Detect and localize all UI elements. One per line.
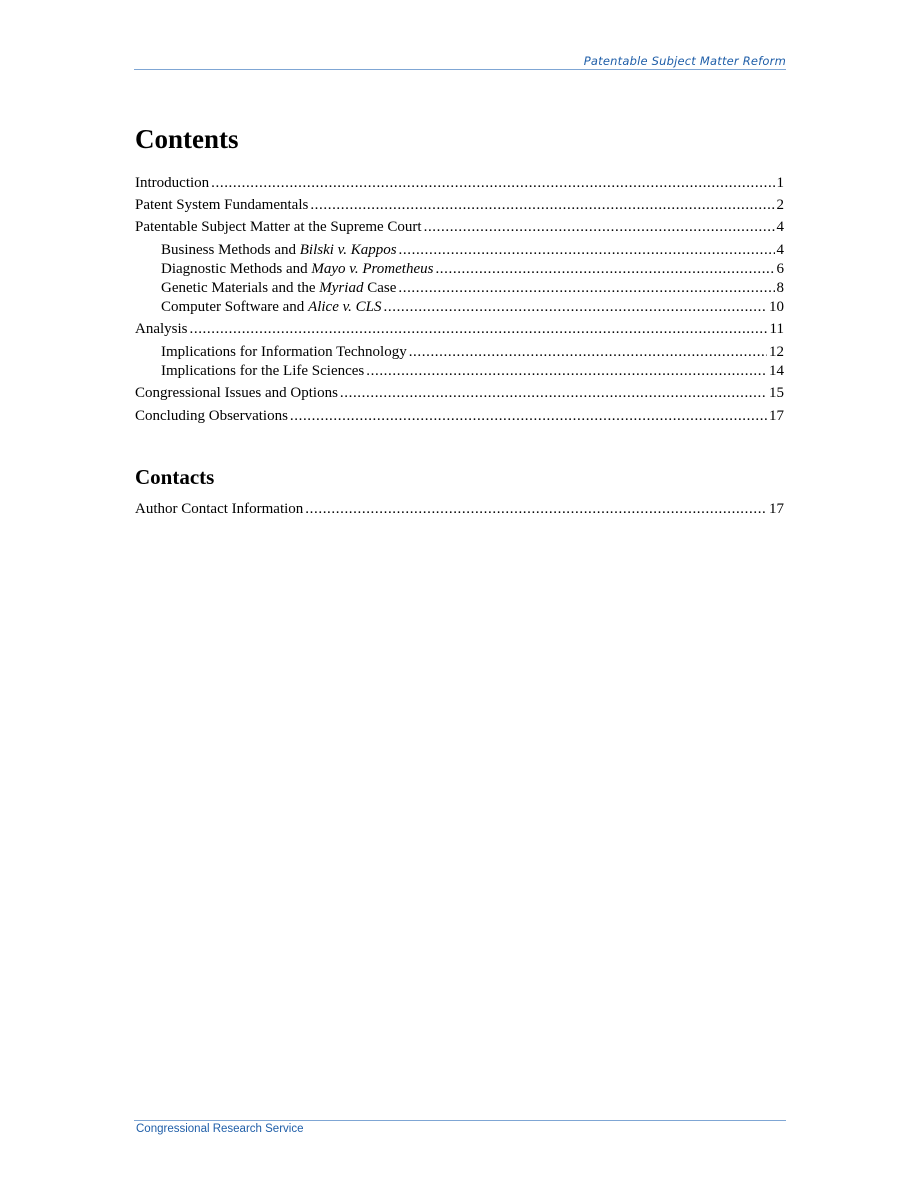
dot-leader: [290, 407, 767, 425]
toc-entry[interactable]: [161, 298, 784, 316]
toc-entry[interactable]: [135, 218, 784, 236]
toc-entry-title: [135, 174, 209, 192]
toc-page-number: 17: [769, 501, 784, 517]
toc-entry-title: [135, 196, 308, 214]
toc-entry[interactable]: [161, 343, 784, 361]
toc-entry[interactable]: [161, 362, 784, 380]
toc-title-text: Patent System Fundamentals: [135, 197, 309, 213]
contacts-heading: Contacts: [135, 465, 215, 489]
toc-title-text: Concluding Observations: [135, 408, 288, 424]
toc-page-number: 6: [776, 261, 784, 277]
toc-page-number: 4: [776, 242, 784, 258]
toc-entry[interactable]: [161, 260, 784, 278]
dot-leader: [366, 362, 767, 380]
toc-title-text: Patentable Subject Matter at the Supreme Court: [135, 219, 422, 235]
toc-title-case-name: Mayo v. Prometheus: [311, 261, 434, 277]
toc-title-text: Diagnostic Methods and: [161, 261, 312, 277]
toc-entry[interactable]: [135, 174, 784, 192]
dot-leader: [384, 298, 767, 316]
toc-title-text: Computer Software and: [161, 299, 309, 315]
toc-page-number: 14: [769, 363, 784, 379]
toc-title-case-name: Myriad: [319, 280, 364, 296]
toc-page-number: 11: [769, 321, 784, 337]
toc-entry[interactable]: [135, 500, 784, 518]
toc-title-text: Implications for Information Technology: [161, 344, 407, 360]
toc-page-number: 10: [769, 299, 784, 315]
toc-entry-title: [135, 384, 338, 402]
toc-entry-title: [161, 362, 364, 380]
dot-leader: [398, 279, 774, 297]
dot-leader: [424, 218, 775, 236]
toc-title-case-name: Bilski v. Kappos: [299, 242, 397, 258]
toc-entry-title: [135, 218, 422, 236]
toc-title-text: Congressional Issues and Options: [135, 385, 338, 401]
toc-page-number: 8: [776, 280, 784, 296]
toc-page-number: 1: [776, 175, 784, 191]
header-rule: [134, 69, 786, 70]
toc-entry-title: [135, 320, 188, 338]
toc-page-number: 2: [776, 197, 784, 213]
toc-entry[interactable]: [135, 320, 784, 338]
dot-leader: [340, 384, 767, 402]
toc-title-text: Business Methods and: [161, 242, 300, 258]
footer-organization: Congressional Research Service: [136, 1123, 304, 1135]
toc-title-text: Introduction: [135, 175, 210, 191]
toc-title-text: Analysis: [135, 321, 188, 337]
dot-leader: [399, 241, 775, 259]
dot-leader: [435, 260, 774, 278]
contents-heading: Contents: [135, 124, 239, 154]
toc-title-text: Genetic Materials and the: [161, 280, 320, 296]
toc-entry[interactable]: [161, 241, 784, 259]
toc-page-number: 17: [769, 408, 784, 424]
toc-entry-title: [161, 260, 433, 278]
toc-page-number: 12: [769, 344, 784, 360]
dot-leader: [310, 196, 774, 214]
toc-title-text: Author Contact Information: [135, 501, 304, 517]
toc-entry[interactable]: [135, 407, 784, 425]
toc-page-number: 4: [776, 219, 784, 235]
toc-entry[interactable]: [135, 384, 784, 402]
toc-entry-title: [161, 298, 382, 316]
toc-entry-title: [135, 407, 288, 425]
footer-rule: [134, 1120, 786, 1121]
toc-entry[interactable]: [135, 196, 784, 214]
dot-leader: [305, 500, 767, 518]
toc-entry[interactable]: [161, 279, 784, 297]
toc-entry-title: [135, 500, 303, 518]
toc-entry-title: [161, 343, 407, 361]
running-header-title: Patentable Subject Matter Reform: [583, 54, 786, 68]
dot-leader: [409, 343, 767, 361]
toc-title-case-name: Alice v. CLS: [308, 299, 382, 315]
dot-leader: [211, 174, 774, 192]
toc-entry-title: [161, 279, 396, 297]
toc-title-suffix: Case: [363, 280, 397, 296]
toc-title-text: Implications for the Life Sciences: [161, 363, 365, 379]
dot-leader: [190, 320, 768, 338]
toc-entry-title: [161, 241, 397, 259]
toc-page-number: 15: [769, 385, 784, 401]
